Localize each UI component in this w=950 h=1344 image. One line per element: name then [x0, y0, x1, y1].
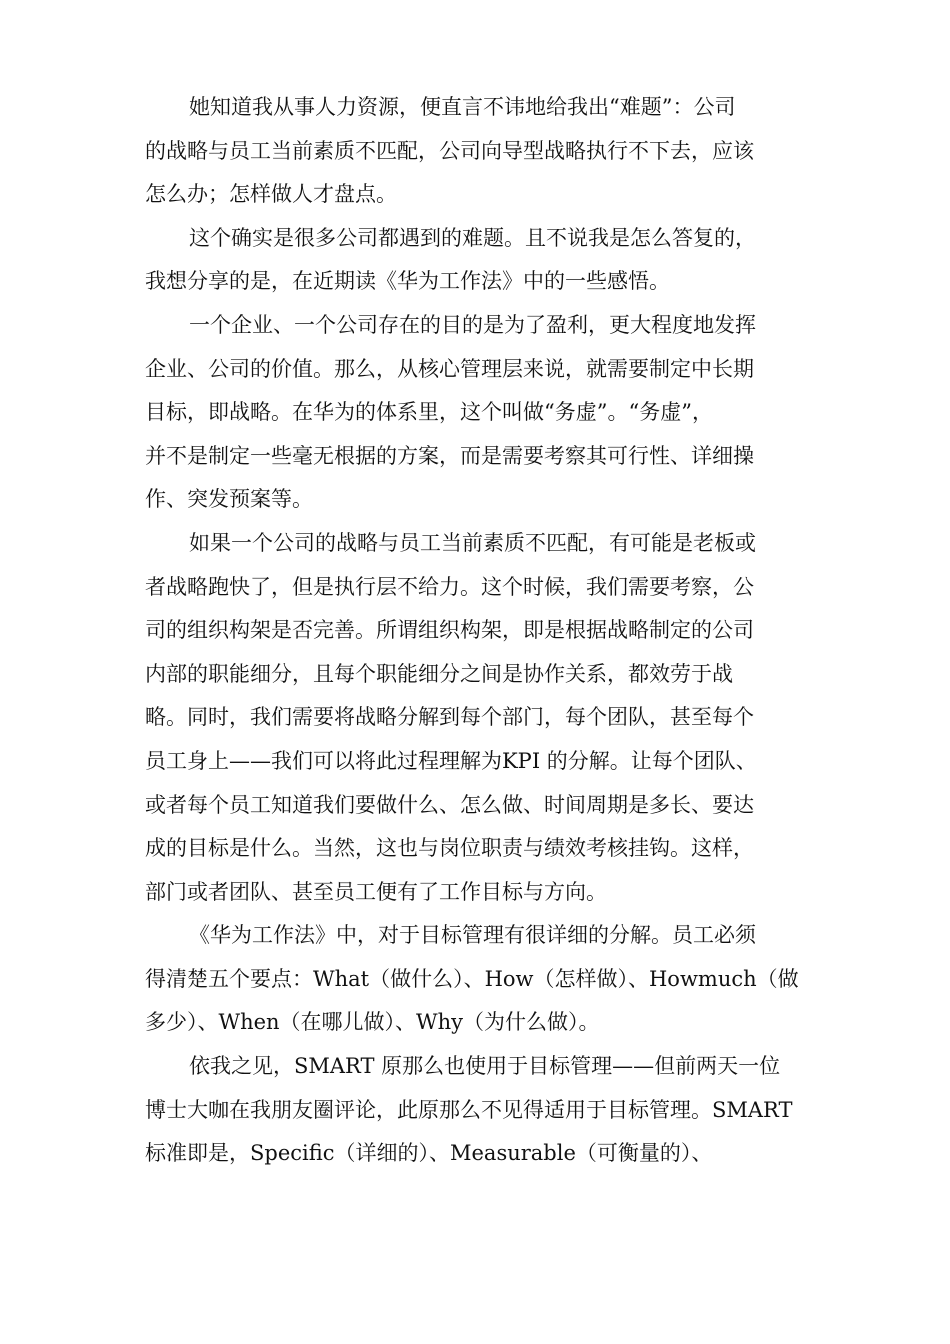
paragraph [145, 304, 805, 522]
text-line: 依我之见，SMART 原那么也使用于目标管理——但前两天一位 [189, 1054, 781, 1079]
text-line: 如果一个公司的战略与员工当前素质不匹配，有可能是老板或 [189, 530, 756, 555]
text-line: 《华为工作法》中，对于目标管理有很详细的分解。员工必须 [189, 923, 756, 948]
text-line: 作、突发预案等。 [145, 487, 313, 512]
text-line: 博士大咖在我朋友圈评论，此原那么不见得适用于目标管理。SMART [145, 1097, 793, 1122]
text-line: 或者每个员工知道我们要做什么、怎么做、时间周期是多长、要达 [145, 792, 754, 817]
document-page [145, 86, 805, 1176]
text-line: 标准即是，Specific（详细的）、Measurable（可衡量的）、 [145, 1141, 713, 1166]
text-line: 企业、公司的价值。那么，从核心管理层来说，就需要制定中长期 [145, 356, 754, 381]
paragraph [145, 217, 805, 304]
text-line: 部门或者团队、甚至员工便有了工作目标与方向。 [145, 879, 607, 904]
text-line: 一个企业、一个公司存在的目的是为了盈利，更大程度地发挥 [189, 312, 756, 337]
paragraph [145, 86, 805, 217]
paragraph [145, 522, 805, 914]
text-line: 我想分享的是，在近期读《华为工作法》中的一些感悟。 [145, 269, 670, 294]
text-line: 司的组织构架是否完善。所谓组织构架，即是根据战略制定的公司 [145, 618, 754, 643]
text-line: 者战略跑快了，但是执行层不给力。这个时候，我们需要考察，公 [145, 574, 754, 599]
paragraph [145, 914, 805, 1045]
text-line: 多少）、When（在哪儿做）、Why（为什么做）。 [145, 1010, 600, 1035]
text-line: 内部的职能细分，且每个职能细分之间是协作关系，都效劳于战 [145, 661, 733, 686]
text-line: 怎么办；怎样做人才盘点。 [145, 182, 397, 207]
text-line: 的战略与员工当前素质不匹配，公司向导型战略执行不下去，应该 [145, 138, 754, 163]
text-line: 这个确实是很多公司都遇到的难题。且不说我是怎么答复的， [189, 225, 756, 250]
paragraph [145, 1045, 805, 1176]
text-line: 并不是制定一些毫无根据的方案，而是需要考察其可行性、详细操 [145, 443, 754, 468]
text-line: 员工身上——我们可以将此过程理解为KPI 的分解。让每个团队、 [145, 748, 757, 773]
text-line: 略。同时，我们需要将战略分解到每个部门，每个团队，甚至每个 [145, 705, 754, 730]
text-line: 目标，即战略。在华为的体系里，这个叫做“务虚”。“务虚”， [145, 400, 713, 425]
text-line: 她知道我从事人力资源，便直言不讳地给我出“难题”：公司 [189, 95, 736, 119]
text-line: 得清楚五个要点：What（做什么）、How（怎样做）、Howmuch（做 [145, 966, 799, 991]
text-line: 成的目标是什么。当然，这也与岗位职责与绩效考核挂钩。这样， [145, 836, 754, 861]
